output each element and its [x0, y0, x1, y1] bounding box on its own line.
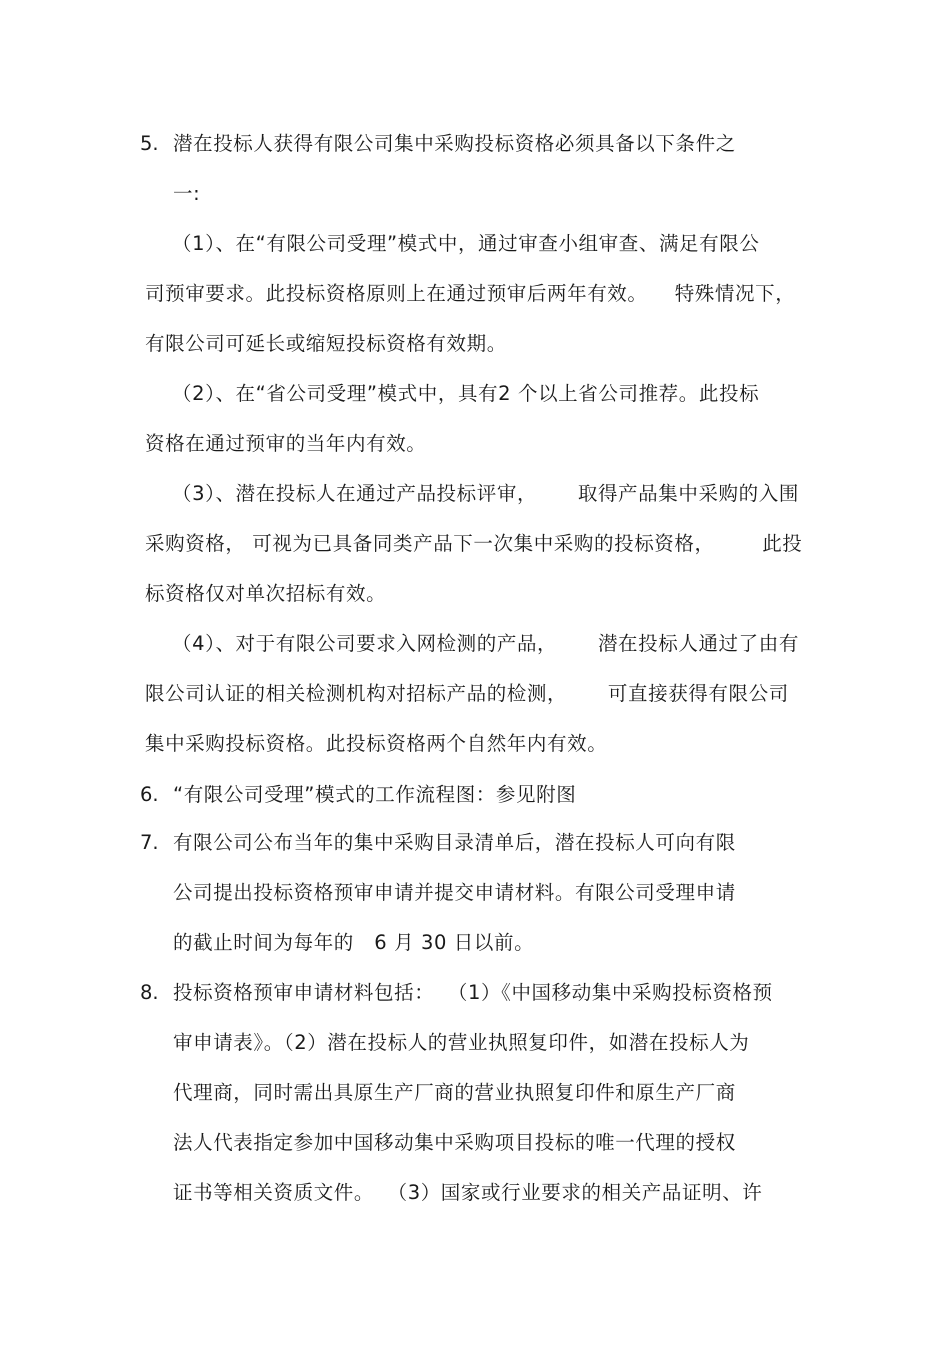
item-8-line-2: 审申请表》。（2）潜在投标人的营业执照复印件，如潜在投标人为: [173, 1031, 750, 1054]
item-number-5: 5.: [140, 132, 159, 155]
sub-1-line-2: 司预审要求。此投标资格原则上在通过预审后两年有效。 特殊情况下，: [145, 282, 796, 305]
item-5-line-2: 一:: [173, 182, 201, 205]
sub-4-line-1: （4）、对于有限公司要求入网检测的产品， 潜在投标人通过了由有: [172, 632, 799, 655]
item-8-line-4: 法人代表指定参加中国移动集中采购项目投标的唯一代理的授权: [173, 1131, 736, 1154]
sub-1-line-3: 有限公司可延长或缩短投标资格有效期。: [145, 332, 507, 355]
sub-3-line-3: 标资格仅对单次招标有效。: [145, 582, 387, 605]
item-number-7: 7.: [140, 831, 159, 854]
item-7-line-3: 的截止时间为每年的 6 月 30 日以前。: [173, 931, 535, 954]
sub-4-line-2: 限公司认证的相关检测机构对招标产品的检测， 可直接获得有限公司: [145, 682, 789, 705]
item-5-line-1: 潜在投标人获得有限公司集中采购投标资格必须具备以下条件之: [173, 132, 736, 155]
item-7-line-2: 公司提出投标资格预审申请并提交申请材料。有限公司受理申请: [173, 881, 736, 904]
sub-4-line-3: 集中采购投标资格。此投标资格两个自然年内有效。: [145, 732, 608, 755]
sub-1-line-1: （1）、在“有限公司受理”模式中，通过审查小组审查、满足有限公: [172, 232, 760, 255]
item-8-line-1: 投标资格预审申请材料包括： （1）《中国移动集中采购投标资格预: [173, 981, 773, 1004]
sub-3-line-2: 采购资格， 可视为已具备同类产品下一次集中采购的投标资格， 此投: [145, 532, 803, 555]
item-8-line-5: 证书等相关资质文件。 （3）国家或行业要求的相关产品证明、许: [173, 1181, 763, 1204]
sub-2-line-1: （2）、在“省公司受理”模式中，具有2 个以上省公司推荐。此投标: [172, 382, 760, 405]
sub-2-line-2: 资格在通过预审的当年内有效。: [145, 432, 427, 455]
sub-3-line-1: （3）、潜在投标人在通过产品投标评审， 取得产品集中采购的入围: [172, 482, 799, 505]
item-number-6: 6.: [140, 783, 159, 806]
item-7-line-1: 有限公司公布当年的集中采购目录清单后，潜在投标人可向有限: [173, 831, 736, 854]
item-number-8: 8.: [140, 981, 159, 1004]
item-6-line-1: “有限公司受理”模式的工作流程图：参见附图: [173, 783, 577, 806]
item-8-line-3: 代理商，同时需出具原生产厂商的营业执照复印件和原生产厂商: [173, 1081, 736, 1104]
